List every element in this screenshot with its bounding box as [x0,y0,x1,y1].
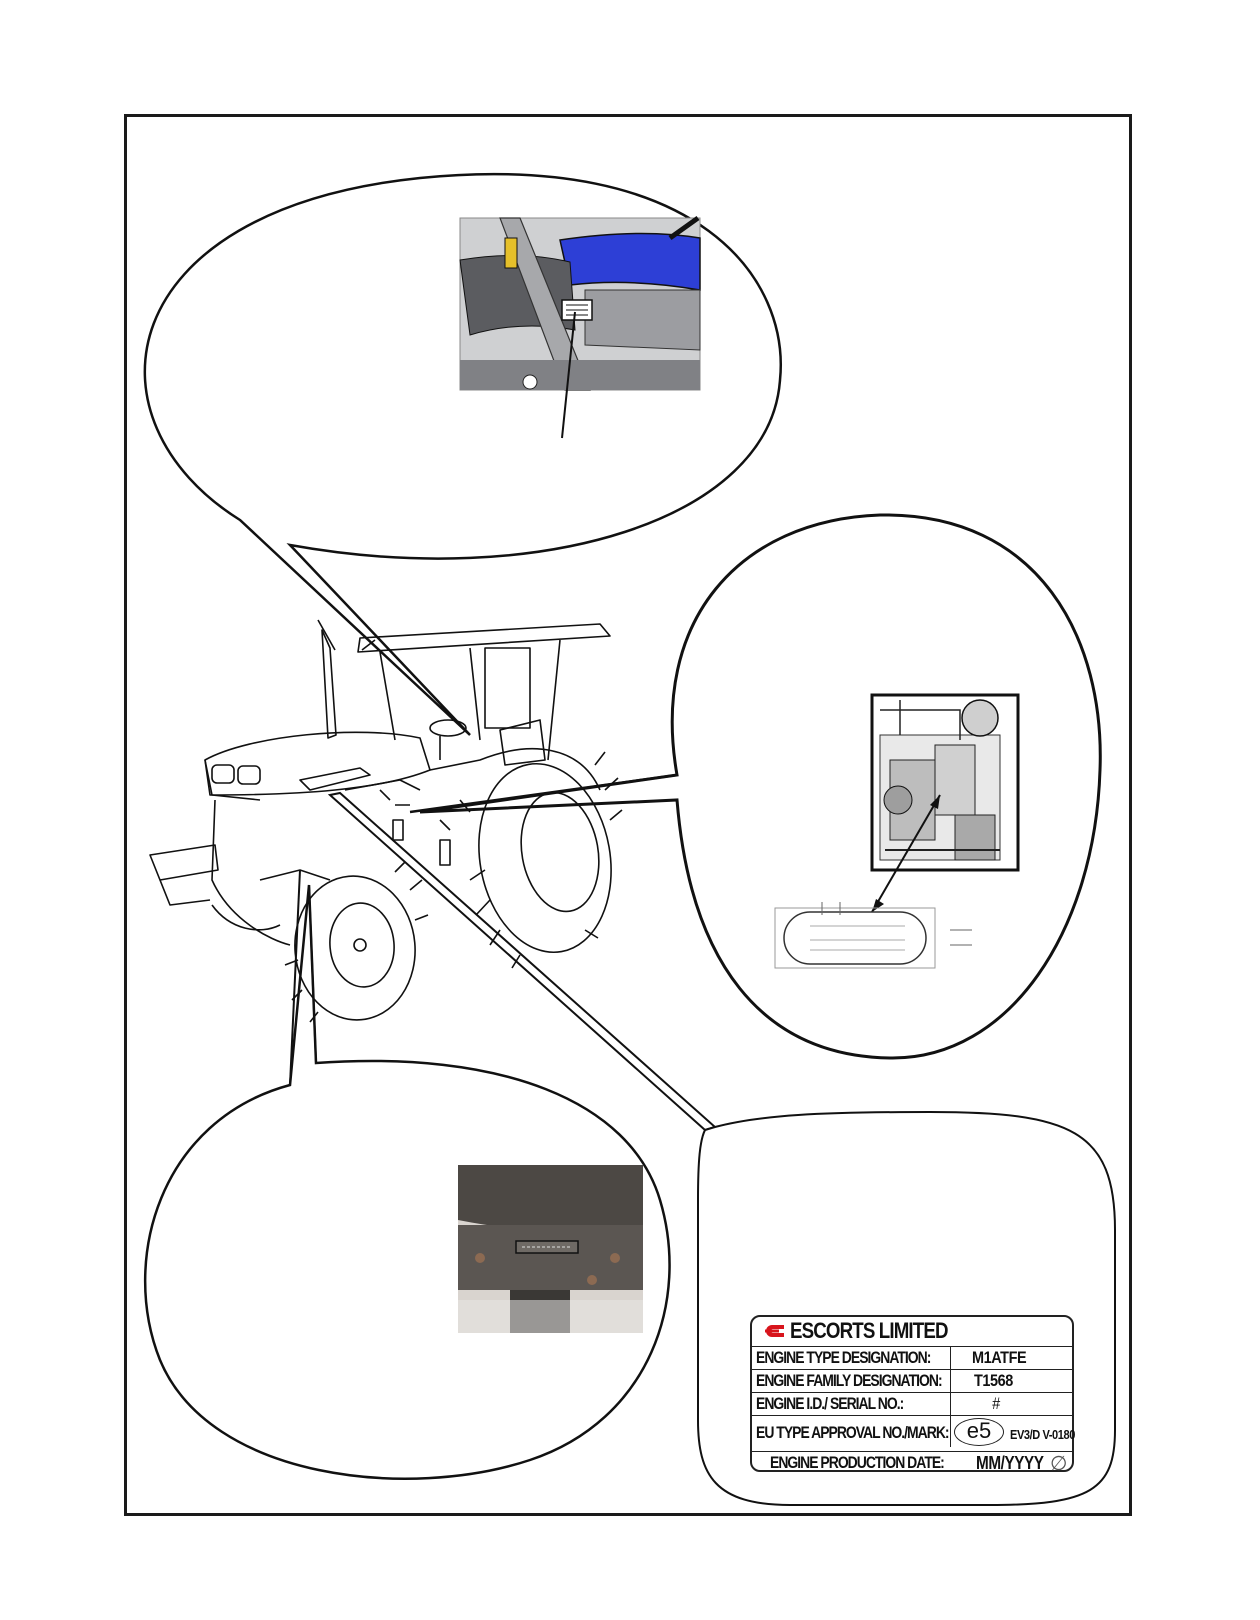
plate-value-approval: EV3/D V-0180 [1010,1427,1075,1442]
plate-label-type: ENGINE TYPE DESIGNATION: [756,1348,931,1367]
emark-text: e5 [966,1418,992,1443]
plate-value-type: M1ATFE [972,1348,1027,1367]
date-circle-slash-icon: ∅ [1050,1453,1068,1475]
engine-identification-plate [750,1315,1075,1475]
plate-value-serial: # [992,1394,1000,1413]
cab-rear-cad-view [460,218,700,390]
emark-symbol [954,1418,1004,1446]
plate-brand: ESCORTS LIMITED [790,1318,948,1343]
engine-side-drawing [872,695,1018,870]
plate-value-family: T1568 [974,1371,1013,1390]
plate-label-family: ENGINE FAMILY DESIGNATION: [756,1371,942,1390]
plate-label-approval: EU TYPE APPROVAL NO./MARK: [756,1423,949,1442]
plate-value-date: MM/YYYY [976,1453,1044,1473]
plate-label-serial: ENGINE I.D./ SERIAL NO.: [756,1394,904,1413]
escorts-logo-icon [762,1321,786,1341]
plate-label-date: ENGINE PRODUCTION DATE: [770,1453,944,1472]
front-axle-photo [458,1165,643,1333]
tractor-line-drawing [150,620,626,1025]
